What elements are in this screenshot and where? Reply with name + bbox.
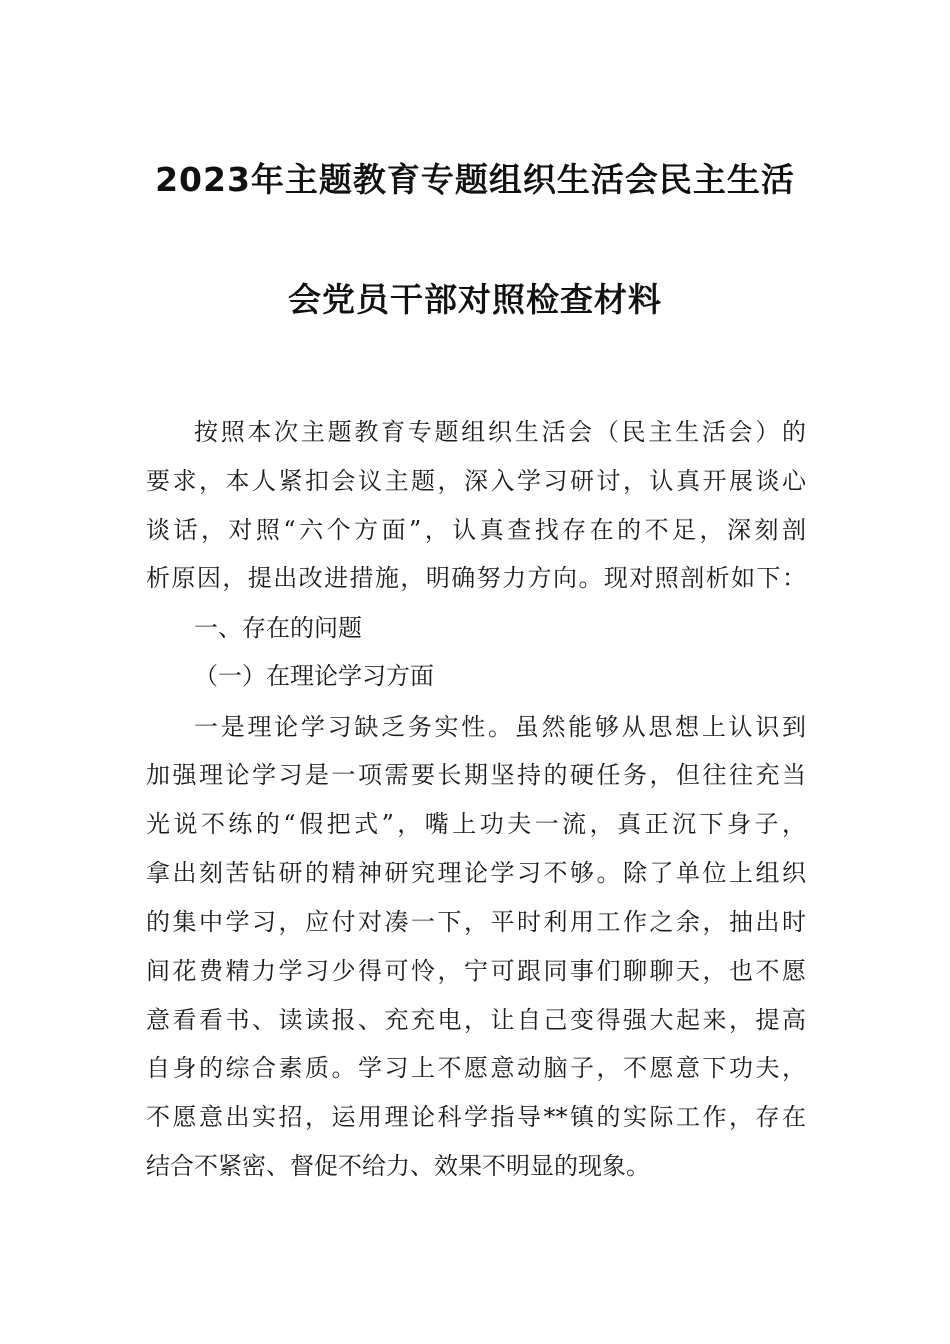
section-heading: 一、存在的问题 — [194, 614, 362, 642]
body-line-1: 一是理论学习缺乏务实性。虽然能够从思想上认识到 — [194, 713, 806, 741]
body-line-10: 结合不紧密、督促不给力、效果不明显的现象。 — [146, 1152, 650, 1180]
document-title-line-2: 会党员干部对照检查材料 — [288, 280, 662, 319]
intro-line-1: 按照本次主题教育专题组织生活会（民主生活会）的 — [194, 418, 806, 446]
body-line-9: 不愿意出实招，运用理论科学指导**镇的实际工作，存在 — [146, 1103, 806, 1131]
body-line-3: 光说不练的“假把式”，嘴上功夫一流，真正沉下身子， — [146, 810, 806, 838]
intro-line-4: 析原因，提出改进措施，明确努力方向。现对照剖析如下： — [146, 564, 806, 592]
intro-line-3: 谈话，对照“六个方面”，认真查找存在的不足，深刻剖 — [146, 516, 806, 544]
document-title-line-1: 2023年主题教育专题组织生活会民主生活 — [155, 160, 795, 199]
body-line-8: 自身的综合素质。学习上不愿意动脑子，不愿意下功夫， — [146, 1054, 806, 1082]
subsection-heading: （一）在理论学习方面 — [194, 662, 434, 690]
body-line-4: 拿出刻苦钻研的精神研究理论学习不够。除了单位上组织 — [146, 859, 806, 887]
body-line-2: 加强理论学习是一项需要长期坚持的硬任务，但往往充当 — [146, 761, 806, 789]
body-line-5: 的集中学习，应付对凑一下，平时利用工作之余，抽出时 — [146, 908, 806, 936]
body-line-7: 意看看书、读读报、充充电，让自己变得强大起来，提高 — [146, 1006, 806, 1034]
body-line-6: 间花费精力学习少得可怜，宁可跟同事们聊聊天，也不愿 — [146, 957, 806, 985]
intro-line-2: 要求，本人紧扣会议主题，深入学习研讨，认真开展谈心 — [146, 467, 806, 495]
